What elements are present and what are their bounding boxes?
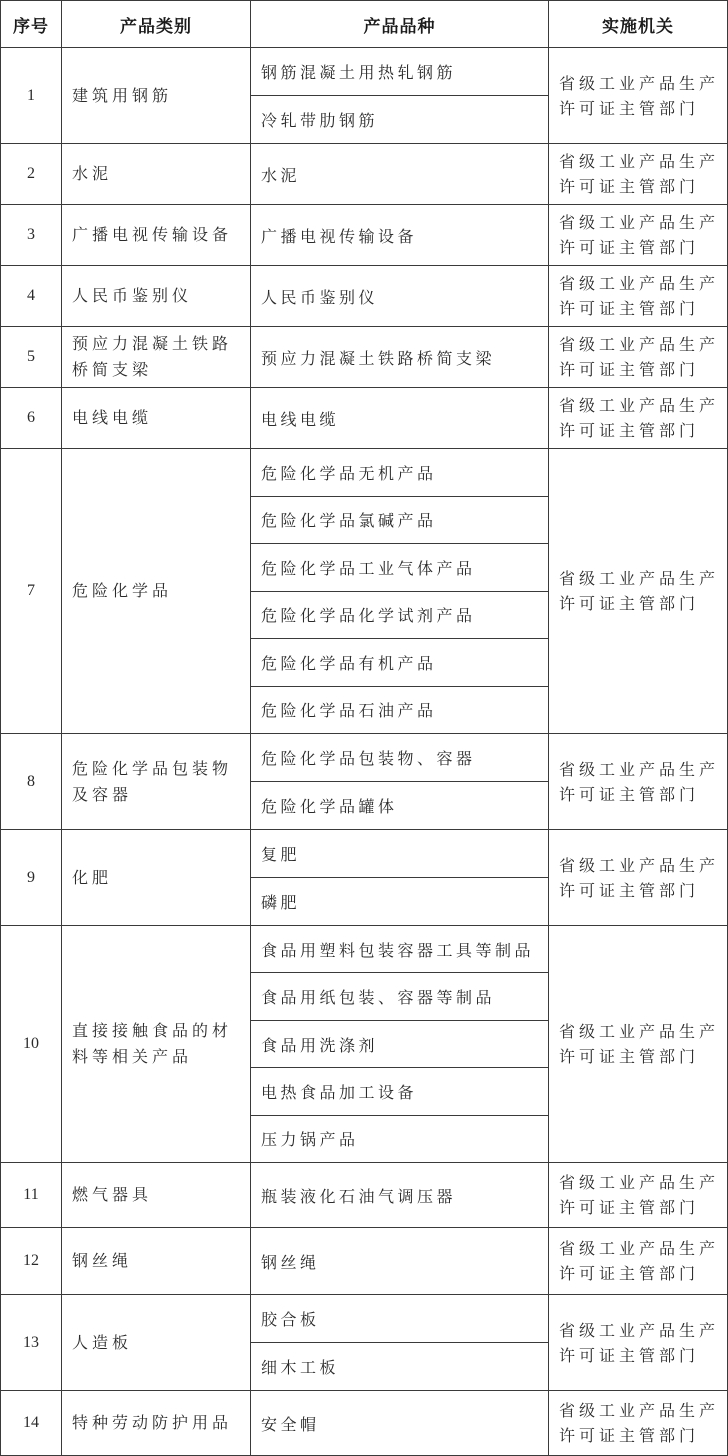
row-seq: 1 (1, 48, 62, 144)
variety-item: 危险化学品氯碱产品 (251, 496, 548, 544)
row-seq: 8 (1, 734, 62, 830)
table-row (1, 1163, 728, 1228)
variety-item: 冷轧带肋钢筋 (251, 95, 548, 143)
row-authority: 省级工业产品生产许可证主管部门 (549, 266, 728, 327)
row-category: 建筑用钢筋 (62, 48, 251, 144)
row-seq: 4 (1, 266, 62, 327)
row-authority: 省级工业产品生产许可证主管部门 (549, 327, 728, 388)
variety-item: 细木工板 (251, 1342, 548, 1390)
variety-list (251, 734, 548, 829)
row-seq: 7 (1, 449, 62, 734)
row-authority: 省级工业产品生产许可证主管部门 (549, 1228, 728, 1295)
row-authority: 省级工业产品生产许可证主管部门 (549, 1391, 728, 1456)
table-body (1, 48, 728, 1456)
row-category: 人民币鉴别仪 (62, 266, 251, 327)
row-category: 危险化学品包装物及容器 (62, 734, 251, 830)
row-authority: 省级工业产品生产许可证主管部门 (549, 205, 728, 266)
table-row (1, 327, 728, 388)
header-authority: 实施机关 (549, 1, 728, 48)
row-varieties (251, 449, 549, 734)
variety-item: 危险化学品无机产品 (261, 463, 437, 483)
header-category: 产品类别 (62, 1, 251, 48)
row-category: 钢丝绳 (62, 1228, 251, 1295)
variety-item: 广播电视传输设备 (251, 205, 549, 266)
variety-item: 食品用洗涤剂 (251, 1020, 548, 1067)
row-varieties (251, 48, 549, 144)
header-row (1, 1, 728, 48)
variety-list (251, 1295, 548, 1390)
row-category: 广播电视传输设备 (62, 205, 251, 266)
row-authority: 省级工业产品生产许可证主管部门 (549, 388, 728, 449)
row-authority: 省级工业产品生产许可证主管部门 (549, 734, 728, 830)
variety-item: 食品用塑料包装容器工具等制品 (261, 940, 535, 960)
variety-item: 危险化学品石油产品 (251, 686, 548, 734)
variety-list (251, 830, 548, 925)
table-row (1, 205, 728, 266)
variety-item: 压力锅产品 (251, 1115, 548, 1162)
variety-item: 复肥 (261, 845, 301, 864)
row-category: 电线电缆 (62, 388, 251, 449)
variety-item: 危险化学品罐体 (251, 781, 548, 829)
table-row (1, 1228, 728, 1295)
row-category: 化肥 (62, 830, 251, 926)
row-authority: 省级工业产品生产许可证主管部门 (549, 830, 728, 926)
row-seq: 3 (1, 205, 62, 266)
table-row (1, 48, 728, 144)
row-authority: 省级工业产品生产许可证主管部门 (549, 144, 728, 205)
variety-item: 危险化学品工业气体产品 (251, 543, 548, 591)
table-row (1, 734, 728, 830)
row-seq: 13 (1, 1295, 62, 1391)
variety-item: 安全帽 (251, 1391, 549, 1456)
table-row (1, 144, 728, 205)
variety-item: 瓶装液化石油气调压器 (251, 1163, 549, 1228)
table-row (1, 449, 728, 734)
row-varieties (251, 830, 549, 926)
table-row (1, 1295, 728, 1391)
row-category: 水泥 (62, 144, 251, 205)
row-seq: 9 (1, 830, 62, 926)
row-authority: 省级工业产品生产许可证主管部门 (549, 1295, 728, 1391)
variety-item: 电热食品加工设备 (251, 1067, 548, 1114)
header-seq: 序号 (1, 1, 62, 48)
table-row (1, 1391, 728, 1456)
row-authority: 省级工业产品生产许可证主管部门 (549, 449, 728, 734)
row-seq: 2 (1, 144, 62, 205)
row-seq: 11 (1, 1163, 62, 1228)
row-seq: 6 (1, 388, 62, 449)
row-authority: 省级工业产品生产许可证主管部门 (549, 926, 728, 1163)
variety-item: 电线电缆 (251, 388, 549, 449)
variety-item: 钢丝绳 (251, 1228, 549, 1295)
row-seq: 5 (1, 327, 62, 388)
row-seq: 12 (1, 1228, 62, 1295)
variety-list (251, 926, 548, 1162)
table-row (1, 926, 728, 1163)
variety-item: 磷肥 (251, 877, 548, 925)
variety-item: 人民币鉴别仪 (251, 266, 549, 327)
row-category: 直接接触食品的材料等相关产品 (62, 926, 251, 1163)
table-row (1, 830, 728, 926)
row-category: 人造板 (62, 1295, 251, 1391)
variety-item: 危险化学品化学试剂产品 (251, 591, 548, 639)
row-authority: 省级工业产品生产许可证主管部门 (549, 1163, 728, 1228)
row-varieties (251, 1295, 549, 1391)
row-category: 预应力混凝土铁路桥简支梁 (62, 327, 251, 388)
variety-item: 食品用纸包装、容器等制品 (251, 972, 548, 1019)
variety-list (251, 48, 548, 143)
table-row (1, 388, 728, 449)
row-seq: 10 (1, 926, 62, 1163)
variety-item: 预应力混凝土铁路桥简支梁 (251, 327, 549, 388)
row-authority: 省级工业产品生产许可证主管部门 (549, 48, 728, 144)
row-category: 燃气器具 (62, 1163, 251, 1228)
header-variety: 产品品种 (251, 1, 549, 48)
row-varieties (251, 926, 549, 1163)
row-category: 危险化学品 (62, 449, 251, 734)
row-varieties (251, 734, 549, 830)
variety-item: 水泥 (251, 144, 549, 205)
variety-list (251, 449, 548, 733)
variety-item: 钢筋混凝土用热轧钢筋 (261, 63, 457, 82)
row-seq: 14 (1, 1391, 62, 1456)
row-category: 特种劳动防护用品 (62, 1391, 251, 1456)
variety-item: 胶合板 (261, 1310, 320, 1329)
variety-item: 危险化学品包装物、容器 (261, 749, 476, 768)
table-row (1, 266, 728, 327)
variety-item: 危险化学品有机产品 (251, 638, 548, 686)
